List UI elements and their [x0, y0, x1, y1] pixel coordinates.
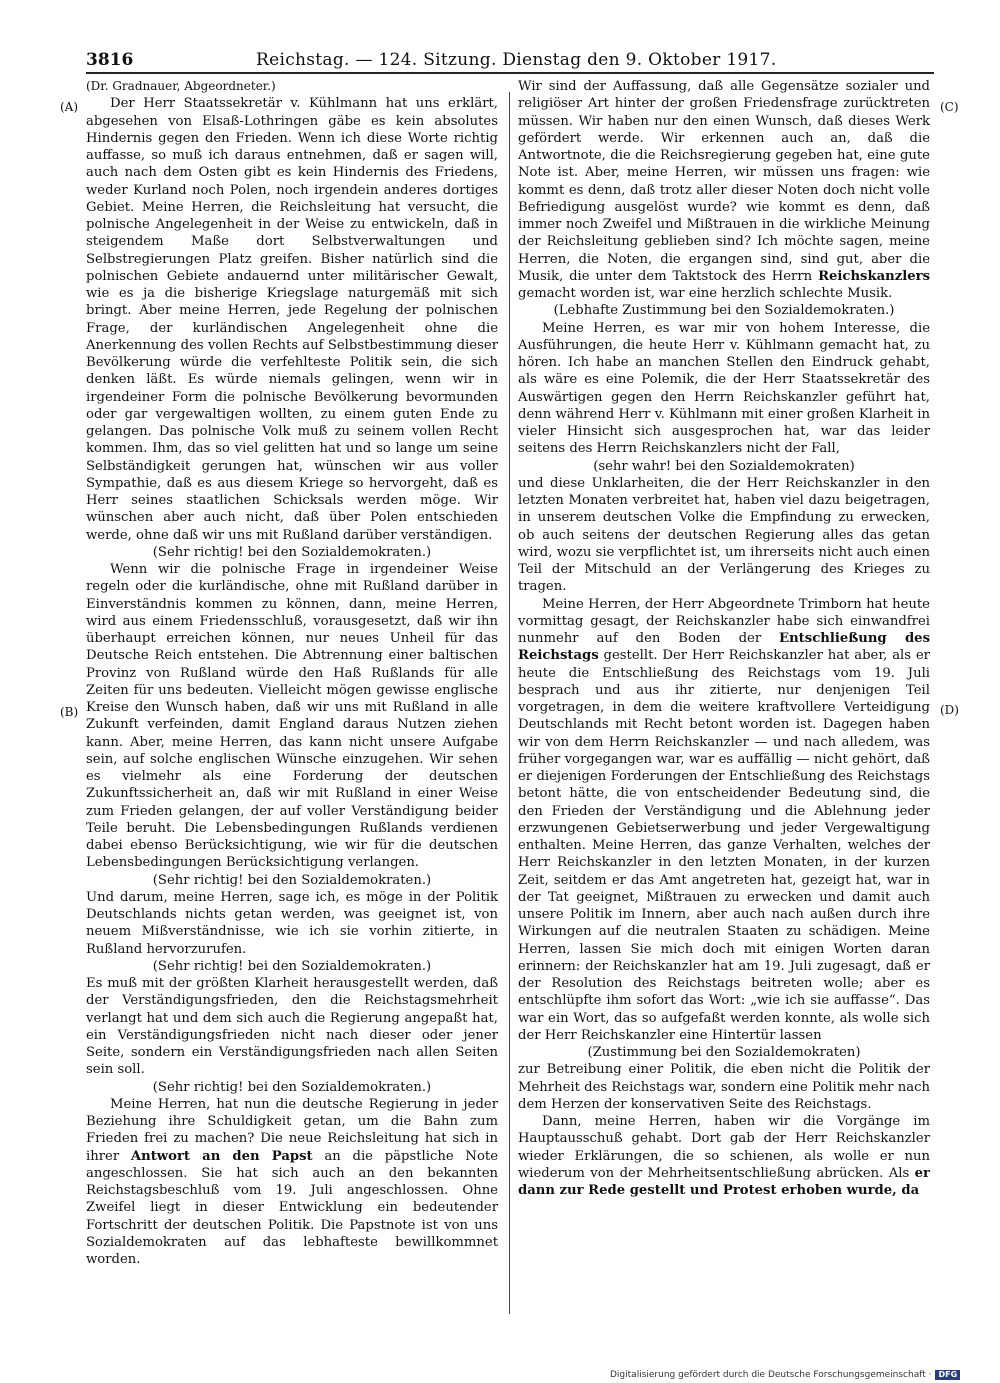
paragraph: Wenn wir die polnische Frage in irgendeiner Weise regeln oder die kurländische, ohne mit Rußland darüber in Einverständnis kommen zu können, dann, meine Herren, wird aus einem Friedensschluß, vorausgesetzt, daß wir ihn überhaupt erreichen können, nur neues Unheil für das Deutsche Reich entstehen. Die Abtrennung einer baltischen Provinz von Rußland würde den Haß Rußlands für alle Zeiten für uns bedeuten. Vielleicht mögen gewisse englische Kreise den Wunsch haben, daß wir uns mit Rußland in alle Zukunft verfeinden, damit England daraus Nutzen ziehen kann. Aber, meine Herren, das kann nicht unsere Aufgabe sein, auf solche englischen Wünsche einzugehen. Wir sehen es vielmehr als eine Forderung der deutschen Zukunftssicherheit an, daß wir mit Rußland in einer Weise zum Frieden gelangen, der auf voller Verständigung beider Teile beruht. Die Lebensbedingungen Rußlands verdienen dabei ebenso Berücksichtigung, wie wir für die deutschen Lebensbedingungen Berücksichtigung verlangen. [86, 562, 498, 871]
footer-text: Digitalisierung gefördert durch die Deutsche Forschungsgemeinschaft · [610, 1370, 932, 1380]
emphasis-text: Entschließung des Reichstags [518, 631, 930, 664]
paragraph [518, 78, 930, 302]
audience-reaction: (Zustimmung bei den Sozialdemokraten) [587, 1045, 861, 1060]
audience-reaction: (Sehr richtig! bei den Sozialdemokraten.) [152, 872, 432, 888]
paragraph: Meine Herren, es war mir von hohem Interesse, die Ausführungen, die heute Herr v. Kühlmann gemacht hat, zu hören. Ich habe an manchen Stellen den Eindruck gehabt, als wäre es eine Polemik, die der Herr Staatssekretär des Auswärtigen gegen den Herrn Reichskanzler geführt hat, denn während Herr v. Kühlmann mit einer großen Klarheit in vieler Hinsicht sich ausgesprochen hat, war das leider seitens des Herrn Reichskanzlers nicht der Fall, [518, 320, 930, 457]
paragraph: Es muß mit der größten Klarheit herausgestellt werden, daß der Verständigungsfrieden, den die Reichstagsmehrheit verlangt hat und dem sich auch die Regierung angepaßt hat, ein Verständigungsfrieden nicht nach dieser oder jener Seite, sondern ein Verständigungsfrieden nach allen Seiten sein soll. [86, 976, 498, 1078]
paragraph [518, 596, 930, 1045]
column-divider [509, 92, 510, 1314]
margin-marker-d: (D) [940, 703, 959, 717]
paragraph-text: Meine Herren, der Herr Abgeordnete Trimborn hat heute vormittag gesagt, der Reichskanzler habe sich einwandfrei nunmehr auf den Boden der [518, 596, 930, 646]
margin-marker-c: (C) [940, 100, 959, 114]
paragraph-text: Wir sind der Auffassung, daß alle Gegensätze sozialer und religiöser Art hinter der großen Friedensfrage zurücktreten müssen. Wir haben nur den einen Wunsch, daß dieses Werk gefördert werde. Wir erkennen auch an, daß die Antwortnote, die die Reichsregierung gegeben hat, eine gute Note ist. Aber, meine Herren, wir müssen uns fragen: wie kommt es denn, daß trotz aller dieser Noten doch nicht volle Befriedigung ausgelöst wurde? wie kommt es denn, daß immer noch Zweifel und Mißtrauen in die wirkliche Meinung der Reichsleitung geblieben sind? Ich möchte sagen, meine Herren, die Noten, die ergangen sind, sind gut, aber die Musik, die unter dem Taktstock des Herrn [518, 79, 930, 284]
page-number: 3816 [86, 50, 134, 70]
running-title: Reichstag. — 124. Sitzung. Dienstag den 9. Oktober 1917. [256, 50, 777, 70]
right-column [518, 78, 930, 1199]
audience-reaction: (Lebhafte Zustimmung bei den Sozialdemokraten.) [553, 303, 895, 319]
audience-reaction: (Sehr richtig! bei den Sozialdemokraten.) [152, 958, 432, 974]
speaker-attribution: (Dr. Gradnauer, Abgeordneter.) [86, 79, 276, 93]
paragraph: Und darum, meine Herren, sage ich, es möge in der Politik Deutschlands nichts getan werden, was geeignet ist, von neuem Mißverständnisse, wie ich sie vorhin zitierte, in Rußland hervorzurufen. [86, 889, 498, 957]
audience-reaction: (sehr wahr! bei den Sozialdemokraten) [593, 458, 855, 474]
audience-reaction: (Sehr richtig! bei den Sozialdemokraten.) [152, 544, 432, 560]
paragraph-text: gemacht worden ist, war eine herzlich schlechte Musik. [518, 286, 893, 301]
paragraph: Der Herr Staatssekretär v. Kühlmann hat uns erklärt, abgesehen von Elsaß-Lothringen gäbe es kein absolutes Hindernis gegen den Frieden. Wenn ich diese Worte richtig auffasse, so muß ich daraus entnehmen, daß er sagen will, auch nach dem Osten gibt es kein Hindernis des Friedens, weder Kurland noch Polen, noch irgendein anderes dortiges Gebiet. Meine Herren, die Reichsleitung hat versucht, die polnische Angelegenheit in der Weise zu entwickeln, daß in steigendem Maße dort Selbstverwaltungen und Selbstregierungen Platz greifen. Bisher natürlich sind die polnischen Gebiete andauernd unter militärischer Gewalt, wie es ja die bisherige Kriegslage naturgemäß mit sich bringt. Aber meine Herren, jede Regelung der polnischen Frage, der kurländischen Angelegenheit ohne die Anerkennung des vollen Rechts auf Selbstbestimmung dieser Bevölkerung würde die verfehlteste Politik sein, die sich denken läßt. Es würde niemals gelingen, wenn wir in irgendeiner Form die polnische Bevölkerung bevormunden oder gar vergewaltigen wollten, zu einem guten Ende zu gelangen. Das polnische Volk muß zu seinem vollen Recht kommen. Ihm, das so viel gelitten hat und so lange um seine Selbständigkeit gerungen hat, wünschen wir aus voller Sympathie, daß es aus diesem Kriege so hervorgeht, daß es Herr seines staatlichen Schicksals werden möge. Wir wünschen aber auch nicht, daß über Polen entschieden werde, ohne daß wir uns mit Rußland darüber verständigen. [86, 96, 498, 543]
paragraph-text: gestellt. Der Herr Reichskanzler hat aber, als er heute die Entschließung des Reichstags vom 19. Juli besprach und aus ihr zitierte, nur denjenigen Teil vorgetragen, in dem die weitere kraftvollere Verteidigung Deutschlands mit Recht betont worden ist. Dagegen haben wir von dem Herrn Reichskanzler — und nach alledem, was früher vorgegangen war, war es auffällig — nicht gehört, daß er diejenigen Forderungen der Entschließung des Reichstags betont hätte, die von entscheidender Bedeutung sind, die den Frieden der Verständigung und die Ablehnung jeder erzwungenen Gebietserwerbung und jeder Vergewaltigung enthalten. Meine Herren, das ganze Verhalten, welches der Herr Reichskanzler in den letzten Monaten, in der kurzen Zeit, seitdem er das Amt angetreten hat, gezeigt hat, war in der Tat geeignet, Mißtrauen zu erwecken und damit auch unsere Politik im Innern, aber auch nach außen durch ihre Wirkungen auf die neutralen Staaten zu schädigen. Meine Herren, lassen Sie mich doch mit einigen Worten daran erinnern: der Reichskanzler hat am 19. Juli zugesagt, daß er der Resolution des Reichstags beitreten wolle; aber es entschlüpfte ihm sofort das Wort: „wie ich sie auffasse“. Das war ein Wort, das so aufgefaßt werden konnte, als wolle sich der Herr Reichskanzler eine Hintertür lassen [518, 648, 930, 1043]
paragraph-text: an die päpstliche Note angeschlossen. Sie hat sich auch an den bekannten Reichstagsbeschluß vom 19. Juli angeschlossen. Ohne Zweifel liegt in dieser Entwicklung ein bedeutender Fortschritt der deutschen Politik. Die Papstnote ist von uns Sozialdemokraten auf das lebhafteste bewillkommnet worden. [86, 1148, 498, 1267]
paragraph: zur Betreibung einer Politik, die eben nicht die Politik der Mehrheit des Reichstags war, sondern eine Politik mehr nach dem Herzen der konservativen Seite des Reichstags. [518, 1062, 930, 1112]
left-column [86, 78, 498, 1268]
emphasis-text: Reichskanzlers [818, 268, 930, 284]
audience-reaction: (Sehr richtig! bei den Sozialdemokraten.) [152, 1079, 432, 1095]
margin-marker-a: (A) [60, 100, 79, 114]
paragraph-text: Meine Herren, hat nun die deutsche Regierung in jeder Beziehung ihre Schuldigkeit getan, um die Bahn zum Frieden frei zu machen? Die neue Reichsleitung hat sich in ihrer [86, 1096, 498, 1164]
digitization-footer [610, 1370, 960, 1380]
paragraph-text: Dann, meine Herren, haben wir die Vorgänge im Hauptausschuß gehabt. Dort gab der Herr Reichskanzler wieder Erklärungen, die so schienen, als wolle er nun wiederum von der Mehrheitsentschließung abrücken. Als [518, 1114, 930, 1181]
emphasis-text: Antwort an den Papst [130, 1148, 313, 1164]
page-header [86, 48, 934, 74]
paragraph [518, 1113, 930, 1199]
paragraph: und diese Unklarheiten, die der Herr Reichskanzler in den letzten Monaten verbreitet hat, haben viel dazu beigetragen, in unserem deutschen Volke die Empfindung zu erwecken, ob auch seitens der deutschen Regierung alles das getan wird, wozu sie verpflichtet ist, um ihrerseits nicht auch einen Teil der Mitschuld an der Verlängerung des Krieges zu tragen. [518, 475, 930, 595]
paragraph [86, 1096, 498, 1269]
dfg-logo: DFG [935, 1370, 960, 1380]
margin-marker-b: (B) [60, 705, 79, 719]
emphasis-text: er dann zur Rede gestellt und Protest erhoben wurde, da [518, 1165, 930, 1198]
